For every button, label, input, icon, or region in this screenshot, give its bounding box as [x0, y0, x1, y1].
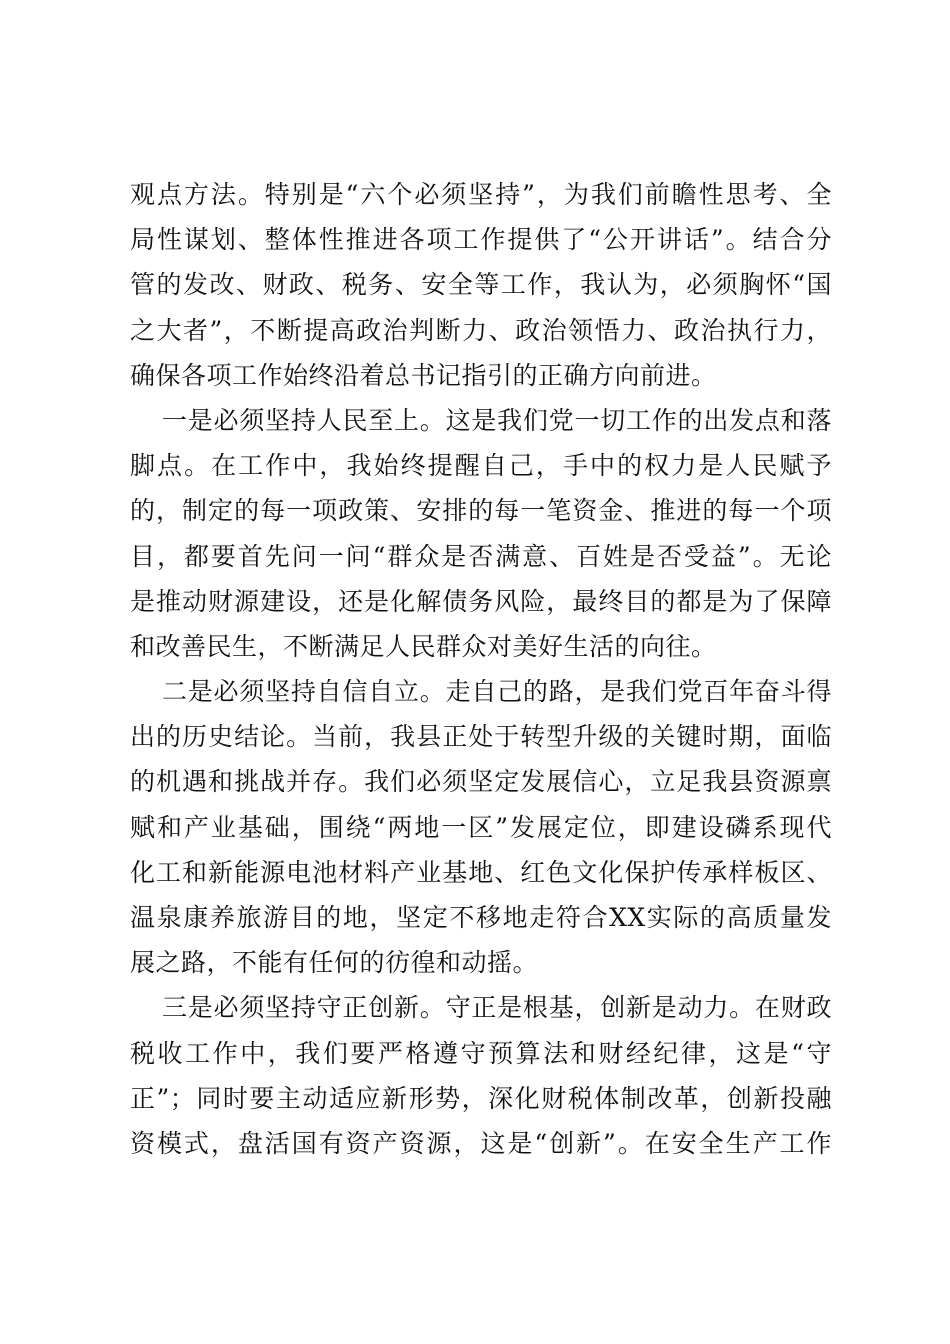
text-line: 局性谋划、整体性推进各项工作提供了“公开讲话”。结合分: [130, 225, 832, 255]
text-line: 二是必须坚持自信自立。走自己的路，是我们党百年奋斗得: [162, 677, 832, 707]
paragraph-point-three: [130, 985, 832, 1166]
text-line: 目，都要首先问一问“群众是否满意、百姓是否受益”。无论: [130, 541, 832, 571]
text-line: 三是必须坚持守正创新。守正是根基，创新是动力。在财政: [162, 993, 832, 1023]
text-line: 正”；同时要主动适应新形势，深化财税体制改革，创新投融: [130, 1083, 832, 1113]
text-line: 税收工作中，我们要严格遵守预算法和财经纪律，这是“守: [130, 1038, 832, 1068]
text-line: 脚点。在工作中，我始终提醒自己，手中的权力是人民赋予: [130, 451, 832, 481]
text-line: 之大者”，不断提高政治判断力、政治领悟力、政治执行力，: [130, 315, 832, 345]
text-line: 确保各项工作始终沿着总书记指引的正确方向前进。: [130, 360, 717, 390]
paragraph-intro-continuation: [130, 172, 832, 398]
paragraph-point-one: [130, 398, 832, 669]
text-line: 管的发改、财政、税务、安全等工作，我认为，必须胸怀“国: [130, 270, 832, 300]
text-line: 出的历史结论。当前，我县正处于转型升级的关键时期，面临: [130, 722, 832, 752]
text-line: 的，制定的每一项政策、安排的每一笔资金、推进的每一个项: [130, 496, 832, 526]
text-line: 赋和产业基础，围绕“两地一区”发展定位，即建设磷系现代: [130, 812, 832, 842]
text-line: 是推动财源建设，还是化解债务风险，最终目的都是为了保障: [130, 586, 832, 616]
text-line: 一是必须坚持人民至上。这是我们党一切工作的出发点和落: [162, 405, 832, 435]
text-line: 和改善民生，不断满足人民群众对美好生活的向往。: [130, 631, 717, 661]
text-line: 的机遇和挑战并存。我们必须坚定发展信心，立足我县资源禀: [130, 767, 832, 797]
text-line: 化工和新能源电池材料产业基地、红色文化保护传承样板区、: [130, 857, 832, 887]
text-line: 观点方法。特别是“六个必须坚持”，为我们前瞻性思考、全: [130, 180, 832, 209]
document-body: [130, 172, 832, 1166]
text-line: 温泉康养旅游目的地，坚定不移地走符合XX实际的高质量发: [130, 903, 832, 932]
text-line: 展之路，不能有任何的彷徨和动摇。: [130, 948, 539, 978]
text-line: 资模式，盘活国有资产资源，这是“创新”。在安全生产工作: [130, 1128, 832, 1158]
paragraph-point-two: [130, 669, 832, 985]
